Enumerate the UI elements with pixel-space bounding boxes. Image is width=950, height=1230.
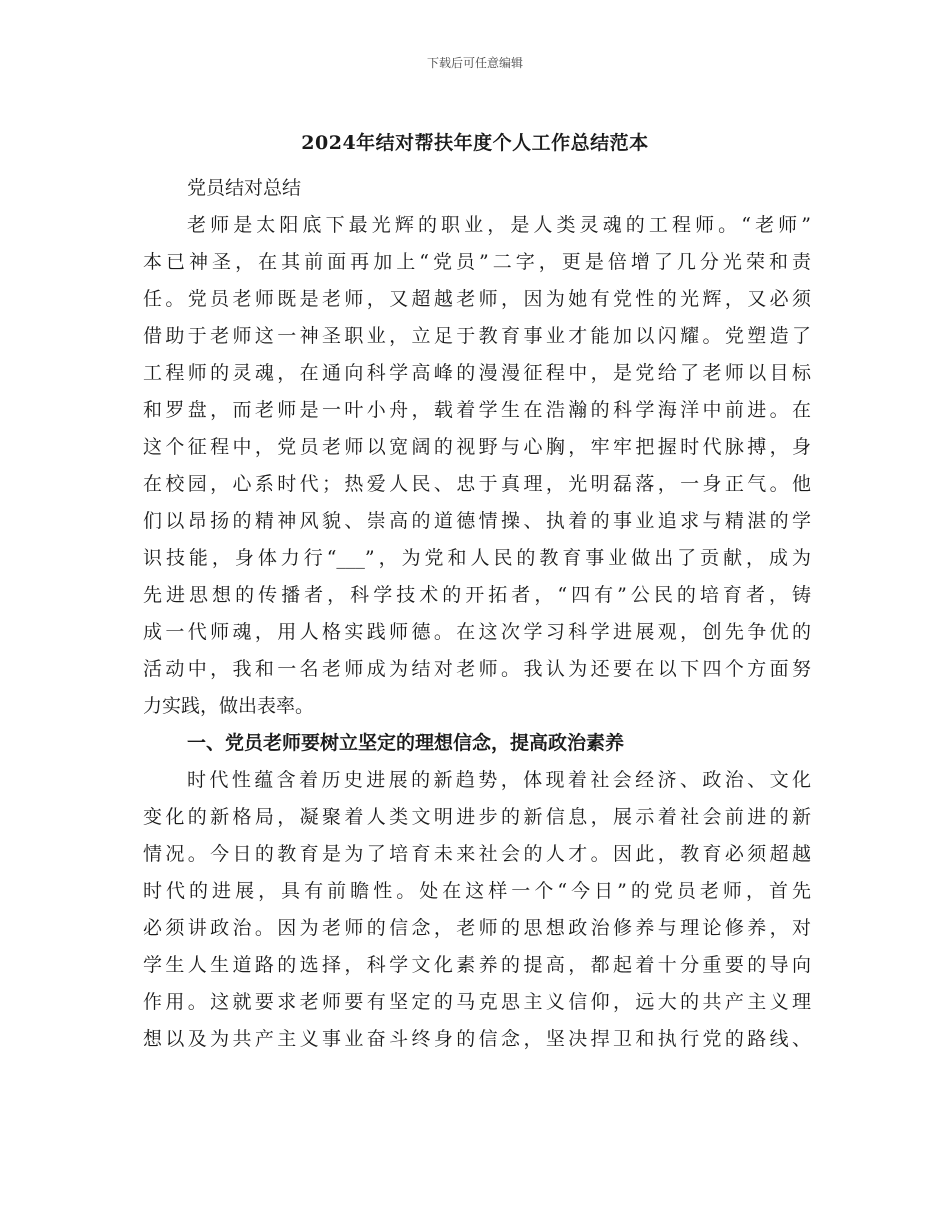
paragraph-line: 力实践，做出表率。 — [143, 695, 315, 717]
paragraph-line: 想以及为共产主义事业奋斗终身的信念，坚决捍卫和执行党的路线、 — [143, 1028, 811, 1050]
paragraph-line: 和罗盘，而老师是一叶小舟，载着学生在浩瀚的科学海洋中前进。在 — [143, 399, 811, 421]
paragraph-line: 在校园，心系时代；热爱人民、忠于真理，光明磊落，一身正气。他 — [143, 473, 811, 495]
page-header: 下载后可任意编辑 — [426, 56, 523, 70]
document-title: 2024年结对帮扶年度个人工作总结范本 — [301, 132, 649, 154]
paragraph-line: 变化的新格局，凝聚着人类文明进步的新信息，展示着社会前进的新 — [143, 806, 811, 828]
paragraph-line: 情况。今日的教育是为了培育未来社会的人才。因此，教育必须超越 — [143, 843, 811, 865]
paragraph-line: 作用。这就要求老师要有坚定的马克思主义信仰，远大的共产主义理 — [143, 991, 811, 1013]
paragraph-line: 学生人生道路的选择，科学文化素养的提高，都起着十分重要的导向 — [143, 954, 811, 976]
paragraph-line: 本已神圣，在其前面再加上“党员”二字，更是倍增了几分光荣和责 — [143, 251, 811, 273]
paragraph-line: 工程师的灵魂，在通向科学高峰的漫漫征程中，是党给了老师以目标 — [143, 362, 811, 384]
paragraph-line: 们以昂扬的精神风貌、崇高的道德情操、执着的事业追求与精湛的学 — [143, 510, 811, 532]
paragraph-line: 先进思想的传播者，科学技术的开拓者，“四有”公民的培育者，铸 — [143, 584, 811, 606]
paragraph-line: 老师是太阳底下最光辉的职业，是人类灵魂的工程师。“老师” — [187, 214, 811, 236]
subtitle-line: 党员结对总结 — [187, 177, 302, 199]
paragraph-line: 借助于老师这一神圣职业，立足于教育事业才能加以闪耀。党塑造了 — [143, 325, 811, 347]
paragraph-line: 时代的进展，具有前瞻性。处在这样一个“今日”的党员老师，首先 — [143, 880, 811, 902]
paragraph-line: 成一代师魂，用人格实践师德。在这次学习科学进展观，创先争优的 — [143, 621, 811, 643]
paragraph-line: 这个征程中，党员老师以宽阔的视野与心胸，牢牢把握时代脉搏，身 — [143, 436, 811, 458]
paragraph-line: 时代性蕴含着历史进展的新趋势，体现着社会经济、政治、文化 — [187, 769, 811, 791]
paragraph-line: 必须讲政治。因为老师的信念，老师的思想政治修养与理论修养，对 — [143, 917, 811, 939]
document-body — [143, 170, 811, 1058]
paragraph-line: 活动中，我和一名老师成为结对老师。我认为还要在以下四个方面努 — [143, 658, 811, 680]
section-heading: 一、党员老师要树立坚定的理想信念，提高政治素养 — [187, 732, 625, 754]
paragraph-line: 识技能，身体力行“___”，为党和人民的教育事业做出了贡献，成为 — [143, 547, 811, 569]
paragraph-line: 任。党员老师既是老师，又超越老师，因为她有党性的光辉，又必须 — [143, 288, 811, 310]
